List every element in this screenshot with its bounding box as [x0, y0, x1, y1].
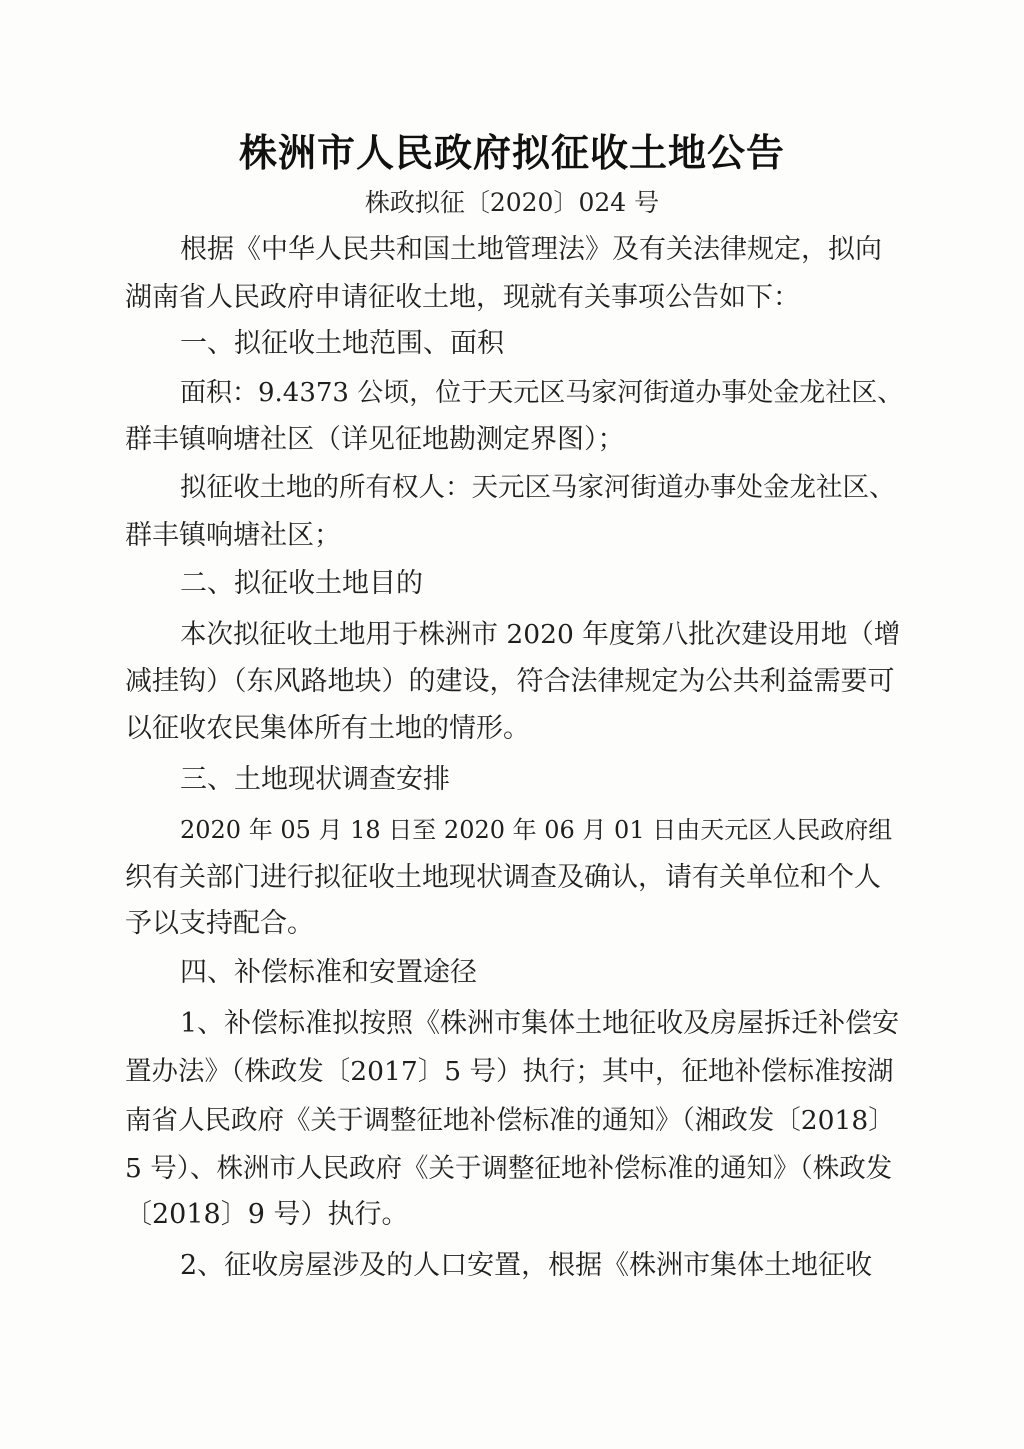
paragraph-line: 群丰镇响塘社区（详见征地勘测定界图）； — [125, 424, 625, 455]
paragraph-line: 5 号）、株洲市人民政府《关于调整征地补偿标准的通知》（株政发 — [125, 1153, 893, 1184]
paragraph-line: 2020 年 05 月 18 日至 2020 年 06 月 01 日由天元区人民政府组 — [180, 816, 893, 844]
paragraph-line: 面积：9.4373 公顷，位于天元区马家河街道办事处金龙社区、 — [180, 378, 904, 408]
paragraph-line: 湖南省人民政府申请征收土地，现就有关事项公告如下： — [125, 282, 800, 313]
section-heading: 四、补偿标准和安置途径 — [180, 957, 477, 988]
paragraph-line: 置办法》（株政发〔2017〕5 号）执行；其中，征地补偿标准按湖 — [125, 1056, 894, 1087]
paragraph-line: 予以支持配合。 — [125, 908, 314, 939]
paragraph-line: 2、征收房屋涉及的人口安置，根据《株洲市集体土地征收 — [180, 1250, 873, 1281]
paragraph-line: 根据《中华人民共和国土地管理法》及有关法律规定，拟向 — [180, 234, 882, 265]
section-heading: 三、土地现状调查安排 — [180, 764, 450, 795]
paragraph-line: 群丰镇响塘社区； — [125, 520, 341, 551]
section-heading: 二、拟征收土地目的 — [180, 568, 423, 599]
paragraph-line: 减挂钩）（东风路地块）的建设，符合法律规定为公共利益需要可 — [125, 666, 895, 697]
paragraph-line: 〔2018〕9 号）执行。 — [125, 1199, 409, 1230]
paragraph-line: 织有关部门进行拟征收土地现状调查及确认，请有关单位和个人 — [125, 862, 881, 893]
paragraph-line: 1、补偿标准拟按照《株洲市集体土地征收及房屋拆迁补偿安 — [180, 1008, 900, 1039]
document-title: 株洲市人民政府拟征收土地公告 — [238, 131, 785, 175]
paragraph-line: 本次拟征收土地用于株洲市 2020 年度第八批次建设用地（增 — [180, 619, 901, 650]
paragraph-line: 拟征收土地的所有权人：天元区马家河街道办事处金龙社区、 — [180, 472, 896, 503]
section-heading: 一、拟征收土地范围、面积 — [180, 328, 504, 359]
paragraph-line: 以征收农民集体所有土地的情形。 — [125, 713, 530, 744]
paragraph-line: 南省人民政府《关于调整征地补偿标准的通知》（湘政发〔2018〕 — [125, 1105, 895, 1136]
document-number: 株政拟征〔2020〕024 号 — [364, 188, 660, 217]
